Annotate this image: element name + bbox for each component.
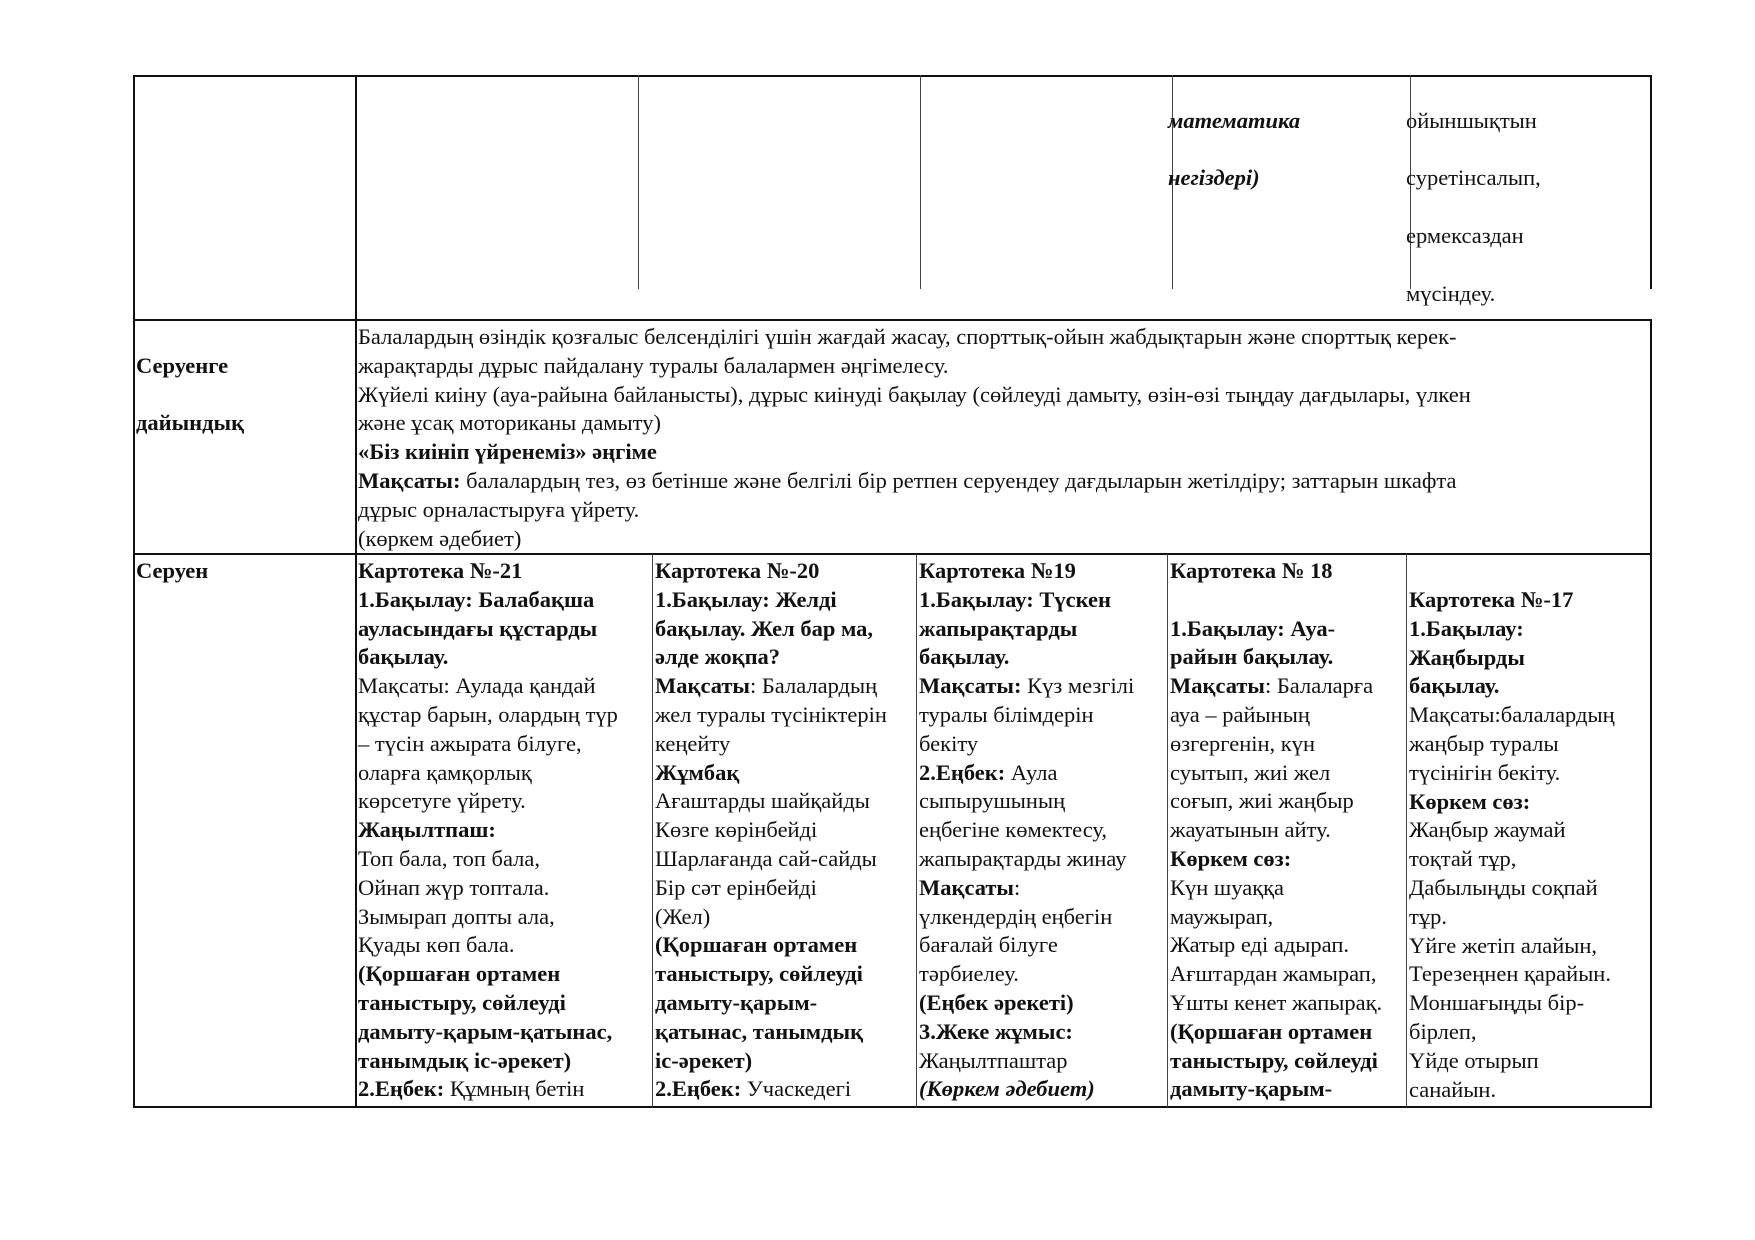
card-21-labor-label: 2.Еңбек: <box>358 1076 445 1102</box>
card-17-goal-line-3: түсінігін бекіту. <box>1409 759 1561 785</box>
card-19-labor-text: Аула <box>1005 759 1058 785</box>
card-17-verse-line-1: Жаңбыр жаумай <box>1409 817 1566 843</box>
top-row-col6 <box>1406 78 1648 337</box>
card-18-verse-line-3: Жатыр еді адырап. <box>1170 932 1350 958</box>
card-20-labor-label: 2.Еңбек: <box>655 1076 742 1102</box>
card-19-goal-line <box>919 672 1165 701</box>
card-17-verse-line-6: Терезеңнен қарайын. <box>1409 961 1611 987</box>
card-19-goal-line-2: туралы білімдерін <box>919 701 1094 727</box>
walk-card-18 <box>1170 557 1405 1104</box>
walk-divider-3 <box>916 554 917 1107</box>
card-17-verse-line-10: санайын. <box>1409 1076 1497 1102</box>
card-21-labor-text: Құмның бетін <box>444 1076 585 1102</box>
card-21-goal-line-4: оларға қамқорлық <box>358 759 532 785</box>
card-18-area-line-1: (Қоршаған ортамен <box>1170 1018 1373 1044</box>
card-20-obs-line-3: әлде жоқпа? <box>655 644 781 670</box>
card-20-riddle-line-4: Бір сәт ерінбейді <box>655 874 817 900</box>
card-19-goal2-line <box>919 874 1165 903</box>
card-21-tongue-twister-label: Жаңылтпаш: <box>358 817 496 843</box>
card-19-labor-line-3: еңбегіне көмектесу, <box>919 817 1108 843</box>
card-17-obs-line-1: 1.Бақылау: <box>1409 615 1524 641</box>
top-col6-line-4: мүсіндеу. <box>1406 280 1496 306</box>
card-19-goal2-line-4: тәрбиелеу. <box>919 961 1019 987</box>
card-17-verse-line-5: Үйге жетіп алайын, <box>1409 932 1598 958</box>
card-18-goal-line-4: суытып, жиі жел <box>1170 759 1331 785</box>
card-20-riddle-line-2: Көзге көрінбейді <box>655 817 818 843</box>
top-row-divider-2 <box>638 75 639 289</box>
card-17-goal-line-1: Мақсаты:балалардың <box>1409 702 1615 728</box>
card-18-goal-line-6: жауатынын айту. <box>1170 817 1331 843</box>
card-21-area-line-3: дамыту-қарым-қатынас, <box>358 1018 613 1044</box>
prep-line-4: және ұсақ моториканы дамыту) <box>358 410 661 436</box>
walk-divider-2 <box>652 554 653 1107</box>
card-20-goal-line-3: кеңейту <box>655 730 731 756</box>
card-21-area-line-4: танымдық іс-әрекет) <box>358 1047 572 1073</box>
card-20-riddle-label: Жұмбақ <box>655 759 740 785</box>
card-20-goal-text: : Балалардың <box>750 673 878 699</box>
card-21-goal-line-1: Мақсаты: Аулада қандай <box>358 673 596 699</box>
card-18-obs-line-1: 1.Бақылау: Ауа- <box>1170 615 1336 641</box>
card-19-labor-line-2: сыпырушының <box>919 788 1066 814</box>
card-20-area-line-4: қатынас, танымдық <box>655 1018 864 1044</box>
card-20-riddle-line-3: Шарлағанда сай-сайды <box>655 845 877 871</box>
card-18-obs-line-2: райын бақылау. <box>1170 644 1334 670</box>
card-19-obs-line-2: жапырақтарды <box>919 615 1078 641</box>
card-17-verse-line-7: Моншағыңды бір- <box>1409 990 1585 1016</box>
prep-label-line-1: Серуенге <box>136 352 229 378</box>
table-border-right-top <box>1650 75 1652 289</box>
prep-conversation-title: «Біз киініп үйренеміз» әңгіме <box>358 439 657 465</box>
card-21-labor-line <box>358 1075 650 1104</box>
card-17-verse-line-9: Үйде отырып <box>1409 1047 1539 1073</box>
prep-goal-label: Мақсаты: <box>358 467 461 493</box>
prep-line-1: Балалардың өзіндік қозғалыс белсенділігі үшін жағдай жасау, спорттық-ойын жабдықтарын және спорттық керек- <box>358 324 1457 349</box>
card-21-verse-line-4: Қуады көп бала. <box>358 932 515 958</box>
card-21-goal-line-2: құстар барын, олардың түр <box>358 701 618 727</box>
card-18-goal-line-5: соғып, жиі жаңбыр <box>1170 788 1354 814</box>
top-row-divider-3 <box>920 75 921 289</box>
card-21-goal-line-3: – түсін ажырата білуге, <box>358 730 582 756</box>
card-19-goal2-line-2: үлкендердің еңбегін <box>919 903 1113 929</box>
card-21-verse-line-2: Ойнап жүр топтала. <box>358 874 550 900</box>
card-18-blank-line <box>1170 586 1405 615</box>
card-18-area-line-2: таныстыру, сөйлеуді <box>1170 1047 1378 1073</box>
table-border-bottom <box>133 1106 1652 1108</box>
top-col6-line-3: ермексаздан <box>1406 222 1524 248</box>
table-border-right <box>1650 320 1652 1108</box>
card-19-individual-work-label: 3.Жеке жұмыс: <box>919 1018 1073 1044</box>
card-20-area-line-2: таныстыру, сөйлеуді <box>655 961 863 987</box>
card-19-title: Картотека №19 <box>919 558 1076 583</box>
table-border-top <box>133 75 1652 77</box>
card-19-goal2-line-3: бағалай білуге <box>919 932 1058 958</box>
top-col5-line-2: негіздері) <box>1168 165 1260 191</box>
walk-divider-4 <box>1167 554 1168 1107</box>
label-column-divider <box>355 75 357 1108</box>
card-18-title: Картотека № 18 <box>1170 558 1333 583</box>
card-20-area-line-1: (Қоршаған ортамен <box>655 932 858 958</box>
card-18-goal-line-3: өзгергенін, күн <box>1170 730 1316 756</box>
card-19-goal-line-3: бекіту <box>919 730 979 756</box>
card-20-labor-line <box>655 1075 914 1104</box>
card-17-title: Картотека №-17 <box>1409 587 1574 612</box>
card-17-verse-line-3: Дабылыңды соқпай <box>1409 874 1598 900</box>
top-col6-line-1: ойыншықтын <box>1406 107 1537 133</box>
card-20-goal-line <box>655 672 914 701</box>
card-20-goal-label: Мақсаты <box>655 673 750 699</box>
card-19-goal-label: Мақсаты: <box>919 673 1022 699</box>
card-18-art-word-label: Көркем сөз: <box>1170 845 1292 871</box>
card-18-area-line-3: дамыту-қарым- <box>1170 1076 1333 1102</box>
card-18-goal-line-2: ауа – райының <box>1170 701 1310 727</box>
card-20-obs-line-1: 1.Бақылау: Желді <box>655 586 837 612</box>
card-19-obs-line-3: бақылау. <box>919 644 1010 670</box>
card-19-labor-line <box>919 759 1165 788</box>
prep-goal-line <box>358 467 1650 496</box>
card-21-obs-line-1: 1.Бақылау: Балабақша <box>358 586 595 612</box>
card-21-obs-line-2: ауласындағы құстарды <box>358 615 598 641</box>
card-20-riddle-answer: (Жел) <box>655 903 711 929</box>
card-20-title: Картотека №-20 <box>655 558 820 583</box>
prep-content <box>358 323 1650 553</box>
prep-line-7: дұрыс орналастыруға үйрету. <box>358 496 640 522</box>
table-border-left <box>133 75 135 1108</box>
card-20-riddle-line-1: Ағаштарды шайқайды <box>655 788 870 814</box>
card-19-literature-label: (Көркем әдебиет) <box>919 1076 1095 1102</box>
card-18-goal-text: : Балаларға <box>1265 673 1374 699</box>
walk-card-17 <box>1409 586 1649 1104</box>
prep-line-3: Жүйелі киіну (ауа-райына байланысты), дұрыс киінуді бақылау (сөйлеуді дамыту, өзін-өзі тыңдау дағдылары, үлкен <box>358 381 1471 407</box>
prep-line-2: жарақтарды дұрыс пайдалану туралы балалармен әңгімелесу. <box>358 352 949 378</box>
walk-divider-5 <box>1406 554 1407 1107</box>
card-19-goal2-colon: : <box>1014 874 1021 900</box>
card-19-labor-label: 2.Еңбек: <box>919 759 1006 785</box>
card-21-area-line-2: таныстыру, сөйлеуді <box>358 989 566 1015</box>
walk-card-19 <box>919 557 1165 1104</box>
card-17-goal-line-2: жаңбыр туралы <box>1409 730 1559 756</box>
card-19-individual-work-text: Жаңылтпаштар <box>919 1047 1068 1073</box>
card-17-obs-line-3: бақылау. <box>1409 673 1500 699</box>
card-20-labor-text: Учаскедегі <box>741 1076 852 1102</box>
card-20-area-line-5: іс-әрекет) <box>655 1047 753 1073</box>
card-18-verse-line-1: Күн шуаққа <box>1170 874 1285 900</box>
card-21-area-line-1: (Қоршаған ортамен <box>358 961 561 987</box>
card-18-goal-label: Мақсаты <box>1170 673 1265 699</box>
card-17-verse-line-8: бірлеп, <box>1409 1018 1477 1044</box>
walk-label: Серуен <box>136 558 209 583</box>
prep-goal-text: балалардың тез, өз бетінше және белгілі бір ретпен серуендеу дағдыларын жетілдіру; заттарын шкафта <box>460 467 1457 493</box>
card-20-obs-line-2: бақылау. Жел бар ма, <box>655 615 874 641</box>
card-17-obs-line-2: Жаңбырды <box>1409 644 1525 670</box>
prep-label-line-2: дайындық <box>136 410 245 436</box>
card-21-verse-line-1: Топ бала, топ бала, <box>358 845 540 871</box>
card-19-obs-line-1: 1.Бақылау: Түскен <box>919 586 1111 612</box>
card-18-verse-line-2: маужырап, <box>1170 903 1274 929</box>
top-col5-line-1: математика <box>1168 107 1301 133</box>
card-21-title: Картотека №-21 <box>358 558 523 583</box>
card-17-verse-line-4: тұр. <box>1409 903 1447 929</box>
top-row-col5 <box>1168 78 1406 222</box>
card-19-activity-label: (Еңбек әрекеті) <box>919 989 1074 1015</box>
walk-card-21 <box>358 557 650 1104</box>
card-18-goal-line <box>1170 672 1405 701</box>
card-21-verse-line-3: Зымырап допты ала, <box>358 903 555 929</box>
card-17-art-word-label: Көркем сөз: <box>1409 788 1531 814</box>
prep-line-8: (көркем әдебиет) <box>358 525 522 551</box>
prep-label <box>136 323 352 467</box>
card-20-area-line-3: дамыту-қарым- <box>655 989 818 1015</box>
card-18-verse-line-5: Ұшты кенет жапырақ. <box>1170 989 1383 1015</box>
card-17-verse-line-2: тоқтай тұр, <box>1409 846 1517 872</box>
card-19-goal2-label: Мақсаты <box>919 874 1014 900</box>
card-19-goal-text: Күз мезгілі <box>1021 673 1135 699</box>
card-18-verse-line-4: Ағштардан жамырап, <box>1170 961 1377 987</box>
walk-card-20 <box>655 557 914 1104</box>
card-21-obs-line-3: бақылау. <box>358 644 449 670</box>
card-19-labor-line-4: жапырақтарды жинау <box>919 845 1127 871</box>
card-20-goal-line-2: жел туралы түсініктерін <box>655 701 887 727</box>
card-21-goal-line-5: көрсетуге үйрету. <box>358 788 526 814</box>
top-col6-line-2: суретінсалып, <box>1406 165 1541 191</box>
